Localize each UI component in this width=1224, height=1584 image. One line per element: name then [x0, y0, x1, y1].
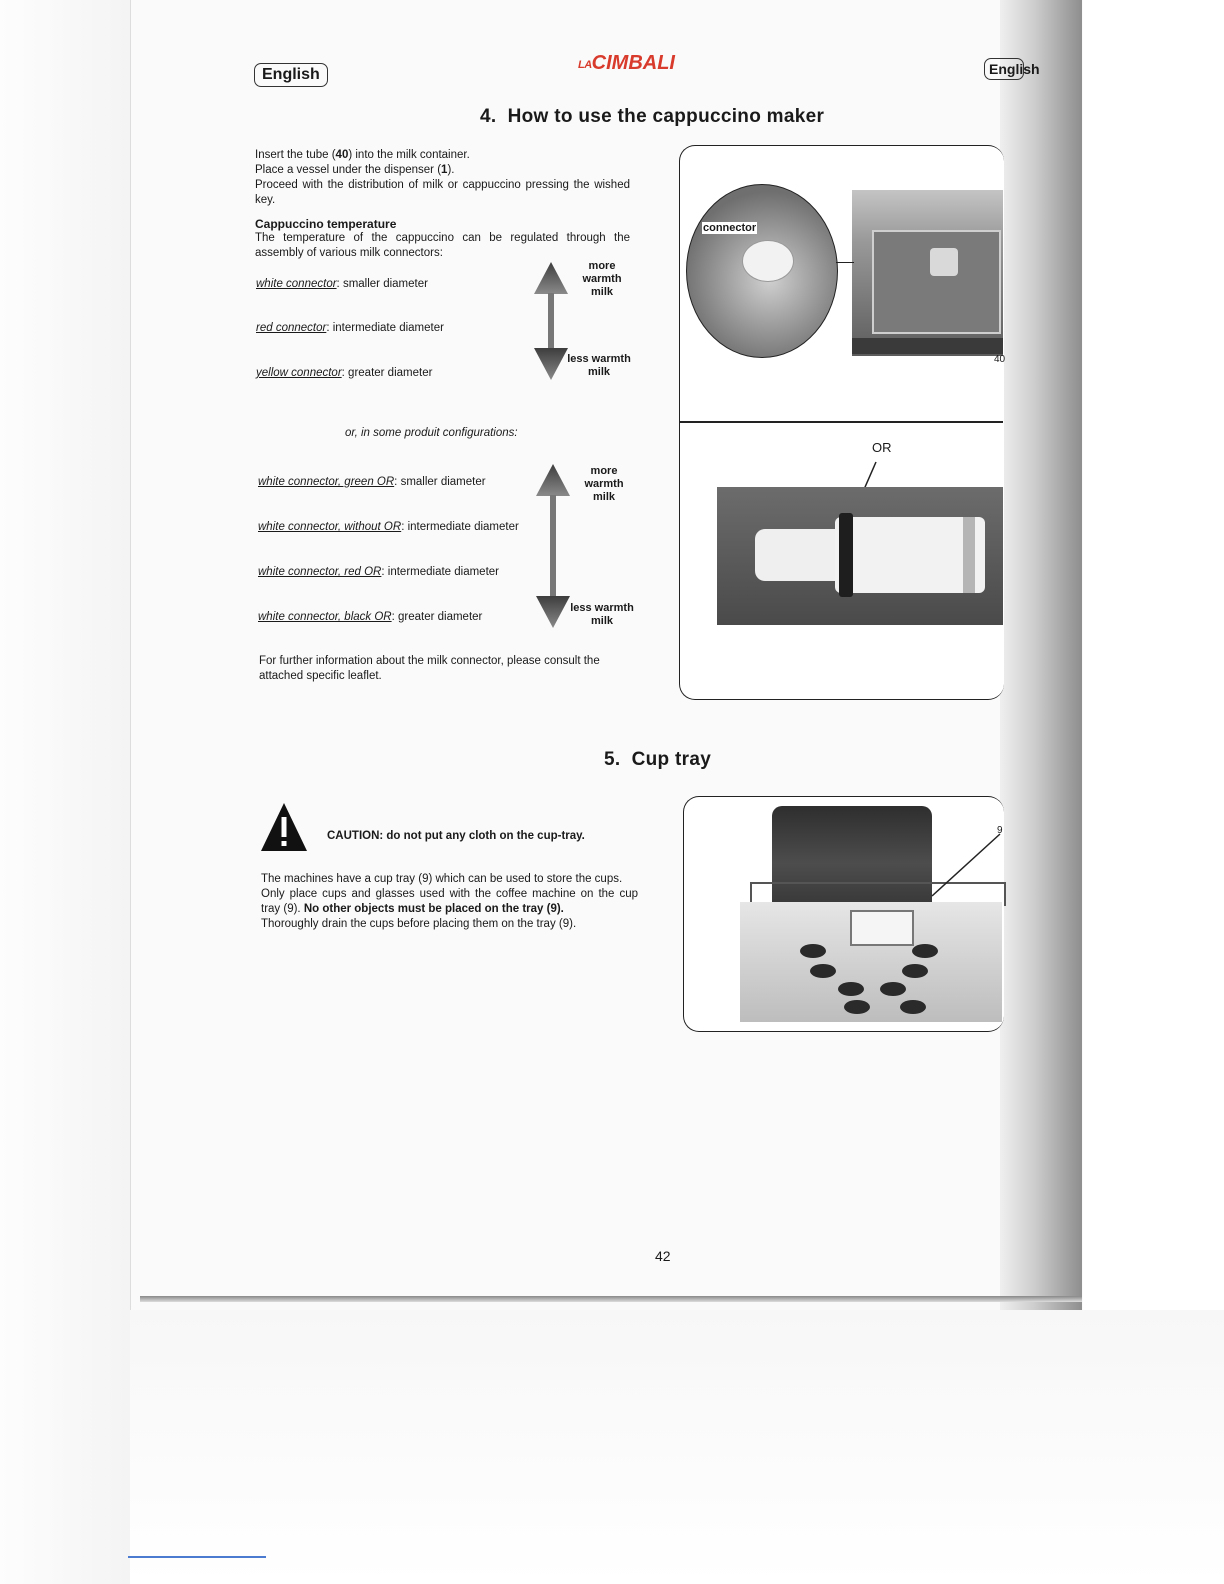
cup-tray-paragraph [261, 872, 638, 932]
more-warmth-label: more warmth milk [584, 465, 624, 503]
connector-item: white connector, red OR: intermediate diameter [258, 566, 499, 578]
section-5-title [604, 749, 711, 771]
intro-paragraph [255, 148, 630, 208]
control-panel [740, 902, 1002, 1022]
less-warmth-label: less warmth milk [570, 602, 634, 627]
milk-container [930, 248, 958, 276]
drink-button [800, 944, 826, 958]
caution-text: CAUTION: do not put any cloth on the cup-tray. [327, 830, 585, 842]
section-4-title [480, 106, 824, 128]
tray-callout-number: 9 [997, 825, 1003, 836]
callout-line [928, 830, 1004, 900]
figure-divider [680, 421, 1003, 423]
page-number: 42 [655, 1248, 671, 1264]
drink-button [844, 1000, 870, 1014]
connector-photo [717, 487, 1003, 625]
alternative-config-text: or, in some produit configurations: [345, 427, 518, 439]
connector-item: yellow connector: greater diameter [256, 367, 433, 379]
warning-icon [259, 801, 309, 853]
brand-logo [578, 52, 718, 82]
section-title-text: How to use the cappuccino maker [507, 106, 825, 127]
display-screen [850, 910, 914, 946]
machine-dispenser-area [872, 230, 1001, 334]
drink-button [810, 964, 836, 978]
connector-item: red connector: intermediate diameter [256, 322, 444, 334]
cup-tray-line: Thoroughly drain the cups before placing them on the tray (9). [261, 918, 577, 930]
connector-item: white connector, black OR: greater diameter [258, 611, 483, 623]
connector-body [755, 529, 845, 581]
page-edge [140, 1296, 1082, 1302]
drink-button [880, 982, 906, 996]
more-warmth-label: more warmth milk [582, 260, 622, 298]
tube-callout-number: 40 [994, 354, 1006, 365]
drink-button [838, 982, 864, 996]
page-gutter-shadow [1000, 0, 1082, 1310]
temperature-text: The temperature of the cappuccino can be regulated through the assembly of various milk connectors: [255, 232, 630, 259]
connector-callout: connector [703, 222, 757, 234]
brand-prefix: LA [578, 59, 592, 71]
lower-sheet [130, 1310, 1224, 1584]
cup-tray-line: Only place cups and glasses used with the coffee machine on the cup tray (9). No other objects must be placed on the tray (9). [261, 888, 638, 915]
section-number: 4. [480, 106, 497, 127]
language-tag-cropped: English [984, 58, 1024, 80]
zoom-detail-circle [686, 184, 838, 358]
drip-tray [852, 338, 1003, 354]
connector-item: white connector, green OR: smaller diameter [258, 476, 486, 488]
section-title-text: Cup tray [631, 749, 712, 770]
or-ring-callout: OR [872, 440, 892, 455]
drink-button [902, 964, 928, 978]
connector-item: white connector, without OR: intermediate diameter [258, 521, 519, 533]
zoom-leader-line [836, 262, 854, 263]
or-ring [839, 513, 853, 597]
scanner-margin [0, 0, 130, 1584]
brand-name: CIMBALI [591, 52, 675, 74]
connector-ring [963, 517, 975, 593]
intro-line: Place a vessel under the dispenser (1). [255, 164, 455, 176]
intro-line: Proceed with the distribution of milk or cappuccino pressing the wished key. [255, 179, 630, 206]
language-tag: English [254, 63, 328, 87]
drink-button [912, 944, 938, 958]
connector-item: white connector: smaller diameter [256, 278, 428, 290]
intro-line: Insert the tube (40) into the milk container. [255, 149, 470, 161]
section-number: 5. [604, 749, 621, 770]
drink-button [900, 1000, 926, 1014]
less-warmth-label: less warmth milk [567, 353, 631, 378]
cup-tray-line: The machines have a cup tray (9) which can be used to store the cups. [261, 873, 623, 885]
temperature-heading: Cappuccino temperature [255, 217, 397, 231]
machine-photo [852, 190, 1003, 356]
further-info-text: For further information about the milk connector, please consult the attached specific leaflet. [259, 655, 600, 682]
connector-detail [742, 240, 794, 282]
scan-mark [128, 1556, 266, 1558]
